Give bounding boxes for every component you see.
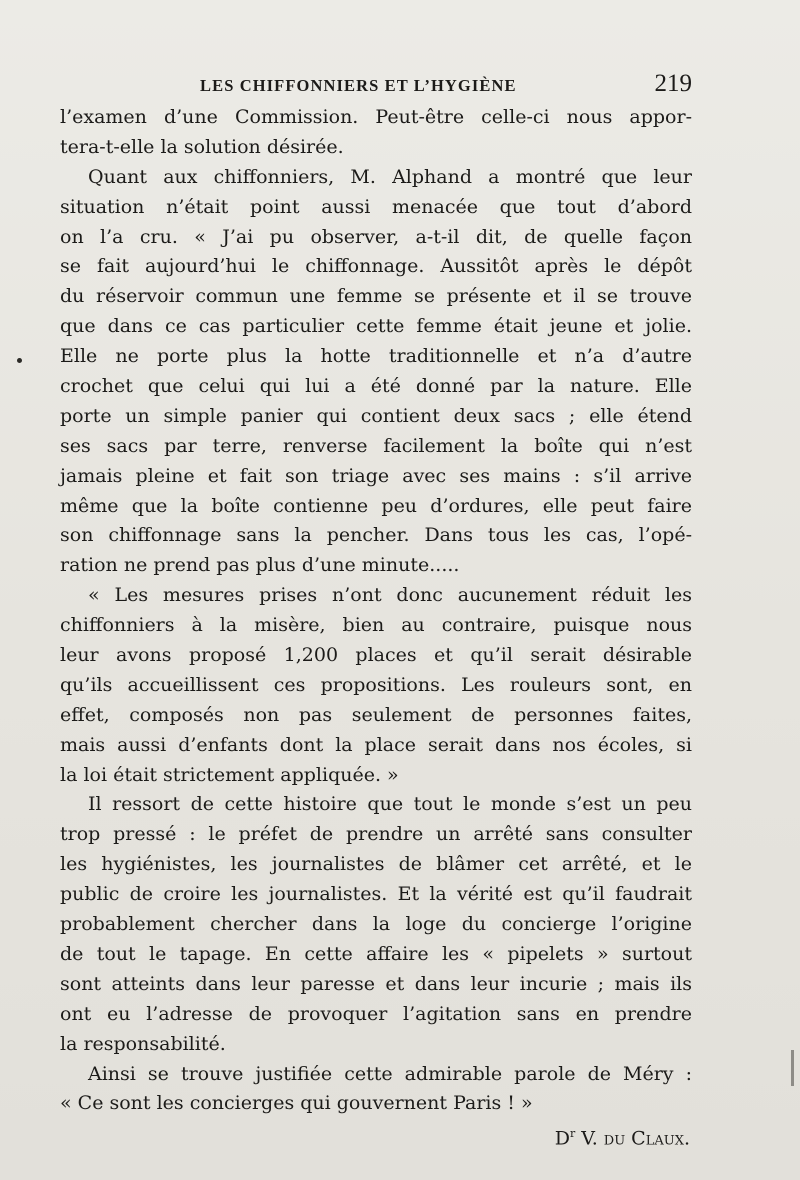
text-line: probablement chercher dans la loge du concierge l’origine <box>60 913 692 936</box>
text-line: Elle ne porte plus la hotte traditionnelle et n’a d’autre <box>60 345 692 368</box>
running-title: LES CHIFFONNIERS ET L’HYGIÈNE <box>200 76 517 95</box>
body-text <box>60 103 692 1149</box>
text-line: la loi était strictement appliquée. » <box>60 763 399 786</box>
margin-mark <box>791 1050 794 1086</box>
text-line: du réservoir commun une femme se présente et il se trouve <box>60 285 692 308</box>
text-line: ration ne prend pas plus d’une minute..... <box>60 554 460 577</box>
signature-title: D <box>554 1127 570 1150</box>
signature-title-suffix: r <box>569 1127 576 1141</box>
text-line: Ainsi se trouve justifiée cette admirable parole de Méry : <box>88 1062 692 1085</box>
text-line: ses sacs par terre, renverse facilement la boîte qui n’est <box>60 434 692 457</box>
text-line: tera-t-elle la solution désirée. <box>60 135 344 158</box>
text-line: ont eu l’adresse de provoquer l’agitation sans en prendre <box>60 1002 692 1025</box>
text-line: chiffonniers à la misère, bien au contraire, puisque nous <box>60 614 692 637</box>
text-line: même que la boîte contienne peu d’ordures, elle peut faire <box>60 494 692 517</box>
text-line: effet, composés non pas seulement de personnes faites, <box>60 703 692 726</box>
page-number: 219 <box>654 70 692 97</box>
text-line: « Ce sont les concierges qui gouvernent Paris ! » <box>60 1092 533 1115</box>
signature-name: V. du Claux. <box>575 1127 690 1150</box>
text-line: les hygiénistes, les journalistes de blâmer cet arrêté, et le <box>60 853 692 876</box>
running-head <box>60 72 692 102</box>
text-line: Quant aux chiffonniers, M. Alphand a montré que leur <box>88 165 692 188</box>
text-line: « Les mesures prises n’ont donc aucunement réduit les <box>88 584 692 607</box>
text-line: leur avons proposé 1,200 places et qu’il serait désirable <box>60 644 692 667</box>
text-line: que dans ce cas particulier cette femme était jeune et jolie. <box>60 315 692 338</box>
text-line: sont atteints dans leur paresse et dans leur incurie ; mais ils <box>60 972 692 995</box>
text-line: l’examen d’une Commission. Peut-être celle-ci nous appor- <box>60 106 692 128</box>
signature <box>60 1119 692 1149</box>
text-line: situation n’était point aussi menacée que tout d’abord <box>60 195 692 218</box>
text-line: de tout le tapage. En cette affaire les « pipelets » surtout <box>60 942 692 965</box>
text-line: Il ressort de cette histoire que tout le monde s’est un peu <box>88 793 692 816</box>
text-line: se fait aujourd’hui le chiffonnage. Aussitôt après le dépôt <box>60 255 692 278</box>
text-line: qu’ils accueillissent ces propositions. Les rouleurs sont, en <box>60 673 692 696</box>
text-line: crochet que celui qui lui a été donné par la nature. Elle <box>60 375 692 398</box>
text-line: on l’a cru. « J’ai pu observer, a-t-il dit, de quelle façon <box>60 225 692 248</box>
text-line: public de croire les journalistes. Et la vérité est qu’il faudrait <box>60 883 692 906</box>
text-line: mais aussi d’enfants dont la place serait dans nos écoles, si <box>60 733 692 756</box>
margin-dot <box>17 358 22 363</box>
text-line: porte un simple panier qui contient deux sacs ; elle étend <box>60 404 692 427</box>
text-line: trop pressé : le préfet de prendre un arrêté sans consulter <box>60 823 692 846</box>
text-line: jamais pleine et fait son triage avec ses mains : s’il arrive <box>60 464 692 487</box>
text-line: la responsabilité. <box>60 1032 226 1055</box>
text-line: son chiffonnage sans la pencher. Dans tous les cas, l’opé- <box>60 524 692 547</box>
